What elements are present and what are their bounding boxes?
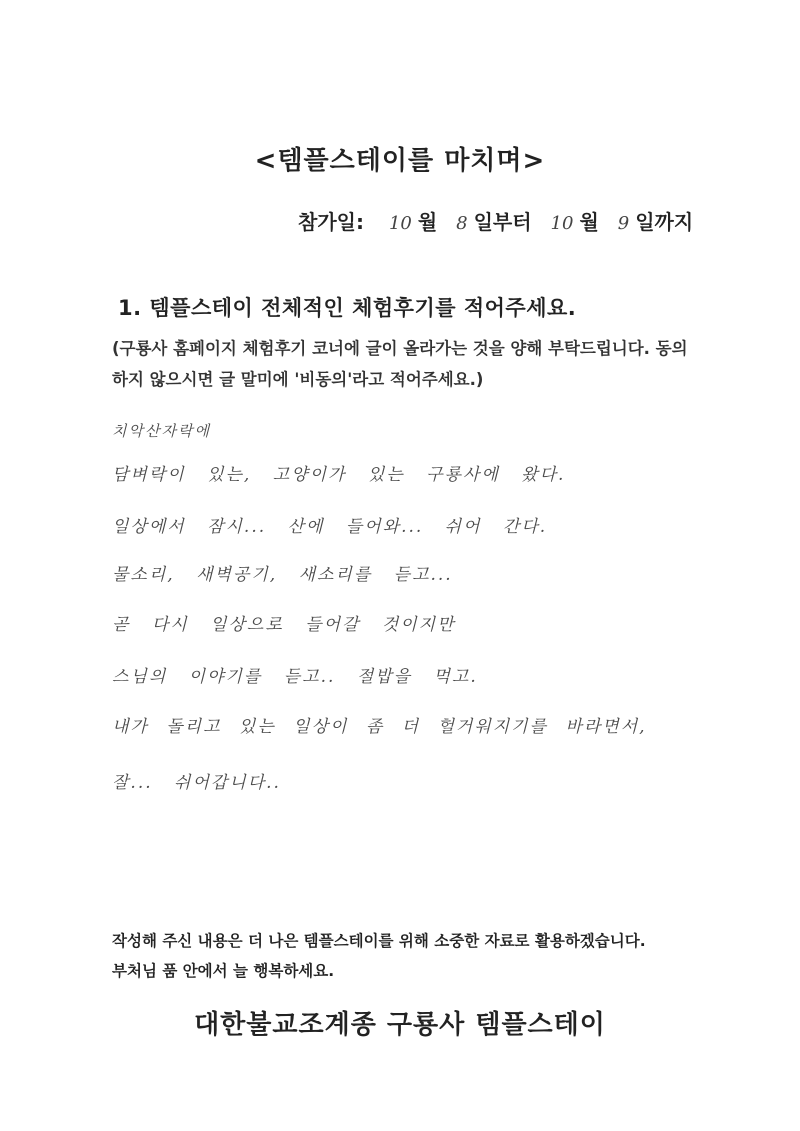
end-day-value: 9 [617,213,630,234]
response-line: 물소리, 새벽공기, 새소리를 듣고... [112,565,453,585]
participation-date-label: 참가일: [298,210,364,234]
response-line: 스님의 이야기를 듣고.. 절밥을 먹고. [112,667,478,687]
end-month-unit: 월 [579,210,599,234]
end-day-unit: 일까지 [635,210,694,234]
organization-name: 대한불교조계종 구룡사 템플스테이 [194,1010,606,1040]
closing-line: 작성해 주신 내용은 더 나은 템플스테이를 위해 소중한 자료로 활용하겠습니다. [112,932,646,950]
start-month-unit: 월 [417,210,438,234]
start-day-unit: 일부터 [473,210,532,234]
participation-dates [298,206,693,235]
start-month-value: 10 [388,213,412,234]
closing-message [112,926,646,986]
question-note: (구룡사 홈페이지 체험후기 코너에 글이 올라가는 것을 양해 부탁드립니다. 동의하지 않으시면 글 말미에 '비동의'라고 적어주세요.) [112,339,688,389]
closing-line: 부처님 품 안에서 늘 행복하세요. [112,962,335,980]
form-title: <템플스테이를 마치며> [254,146,546,176]
response-line: 잘... 쉬어갑니다.. [112,773,281,793]
response-line: 일상에서 잠시... 산에 들어와... 쉬어 간다. [112,517,548,537]
response-line: 담벼락이 있는, 고양이가 있는 구룡사에 왔다. [112,465,566,485]
response-line: 내가 돌리고 있는 일상이 좀 더 헐거워지기를 바라면서, [112,717,647,737]
question-heading: 1. 템플스테이 전체적인 체험후기를 적어주세요. [118,296,577,320]
start-day-value: 8 [456,213,468,234]
response-line: 곧 다시 일상으로 들어갈 것이지만 [112,615,456,635]
end-month-value: 10 [550,213,574,234]
response-line: 치악산자락에 [112,422,211,440]
